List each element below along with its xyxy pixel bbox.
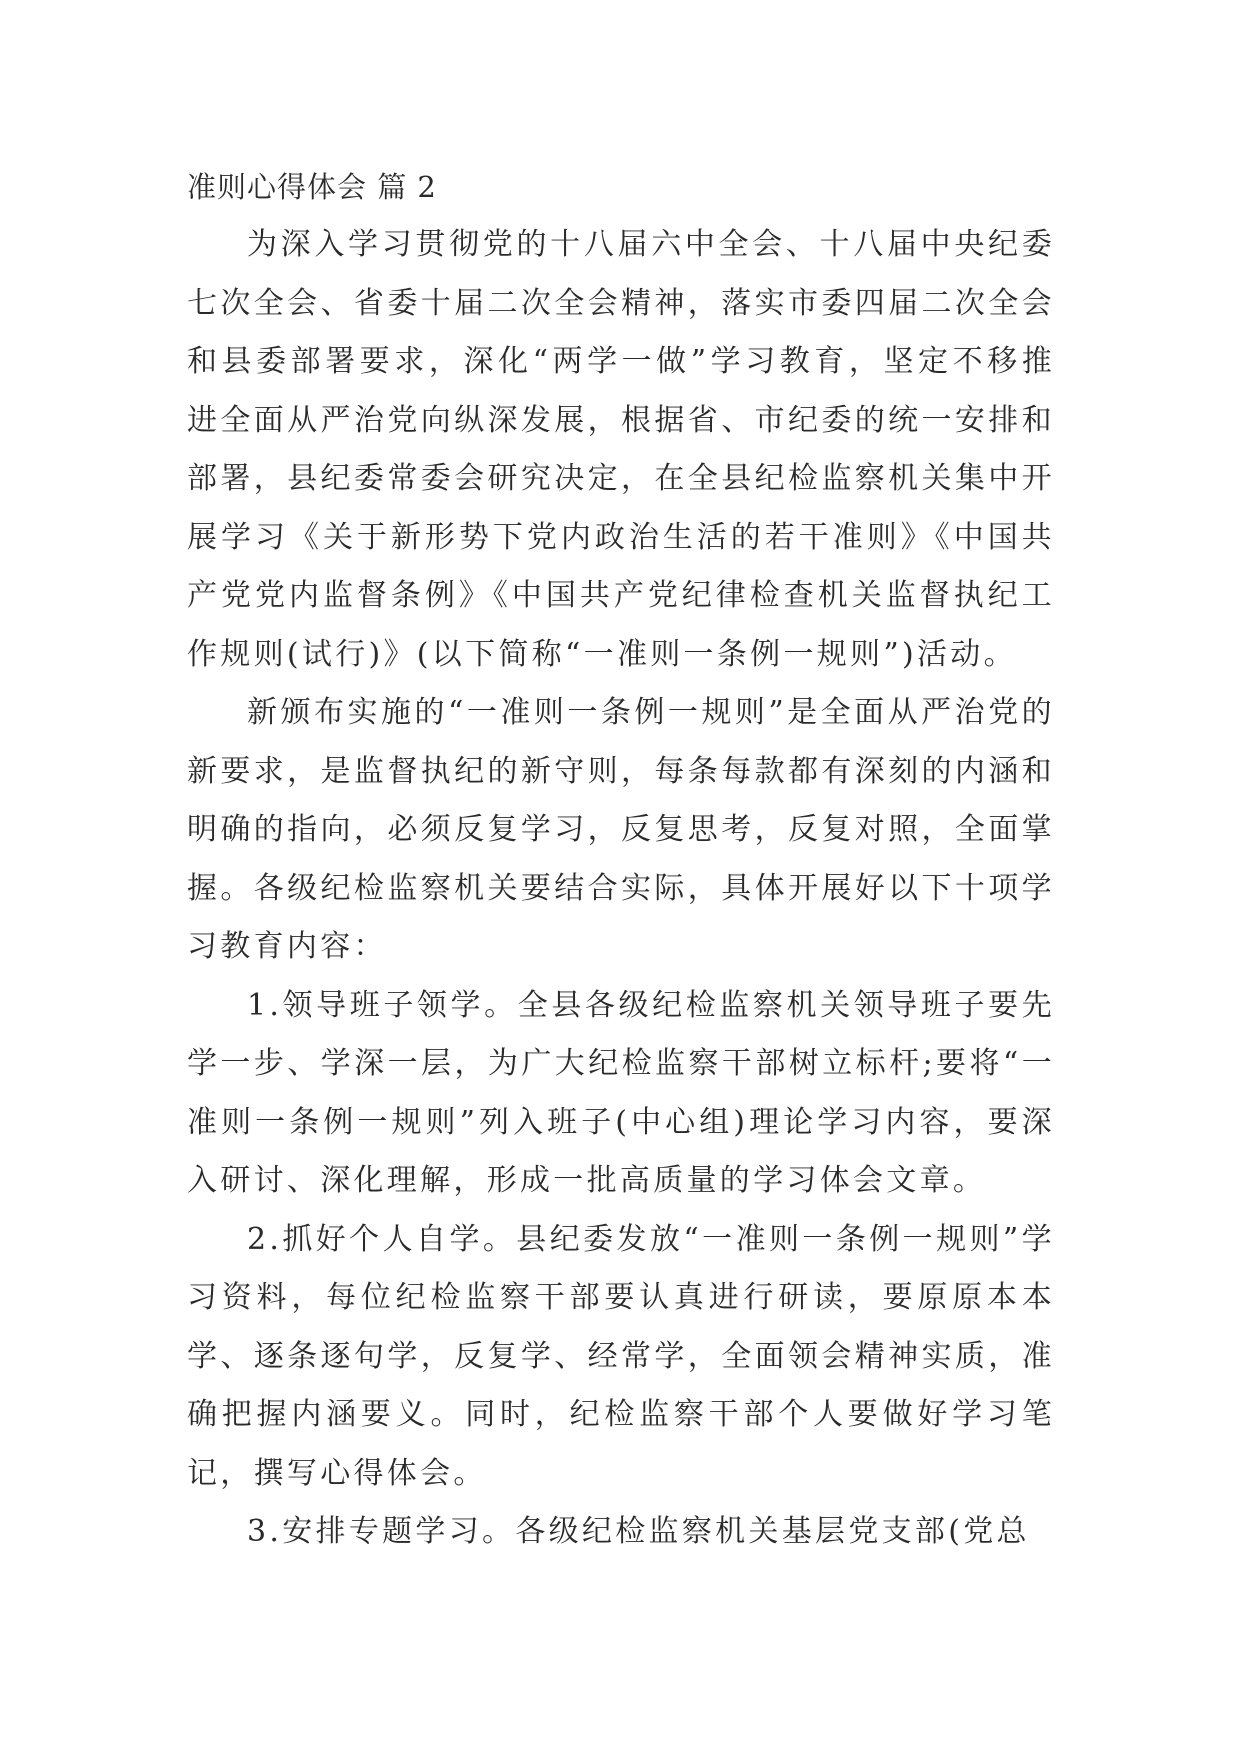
document-page (187, 158, 1055, 1562)
paragraph-item-1: 1.领导班子领学。全县各级纪检监察机关领导班子要先学一步、学深一层，为广大纪检监察干部树立标杆;要将“一准则一条例一规则”列入班子(中心组)理论学习内容，要深入研讨、深化理解，形成一批高质量的学习体会文章。 (187, 987, 1055, 1198)
paragraph-item-2: 2.抓好个人自学。县纪委发放“一准则一条例一规则”学习资料，每位纪检监察干部要认真进行研读，要原原本本学、逐条逐句学，反复学、经常学，全面领会精神实质，准确把握内涵要义。同时，纪检监察干部个人要做好学习笔记，撰写心得体会。 (187, 1221, 1055, 1491)
document-title: 准则心得体会 篇 2 (187, 170, 437, 204)
paragraph-intro: 为深入学习贯彻党的十八届六中全会、十八届中央纪委七次全会、省委十届二次全会精神，落实市委四届二次全会和县委部署要求，深化“两学一做”学习教育，坚定不移推进全面从严治党向纵深发展，根据省、市纪委的统一安排和部署，县纪委常委会研究决定，在全县纪检监察机关集中开展学习《关于新形势下党内政治生活的若干准则》《中国共产党党内监督条例》《中国共产党纪律检查机关监督执纪工作规则(试行)》(以下简称“一准则一条例一规则”)活动。 (187, 227, 1055, 672)
paragraph-requirements: 新颁布实施的“一准则一条例一规则”是全面从严治党的新要求，是监督执纪的新守则，每条每款都有深刻的内涵和明确的指向，必须反复学习，反复思考，反复对照，全面掌握。各级纪检监察机关要结合实际，具体开展好以下十项学习教育内容： (187, 695, 1055, 964)
paragraph-item-3: 3.安排专题学习。各级纪检监察机关基层党支部(党总 (247, 1514, 1030, 1549)
